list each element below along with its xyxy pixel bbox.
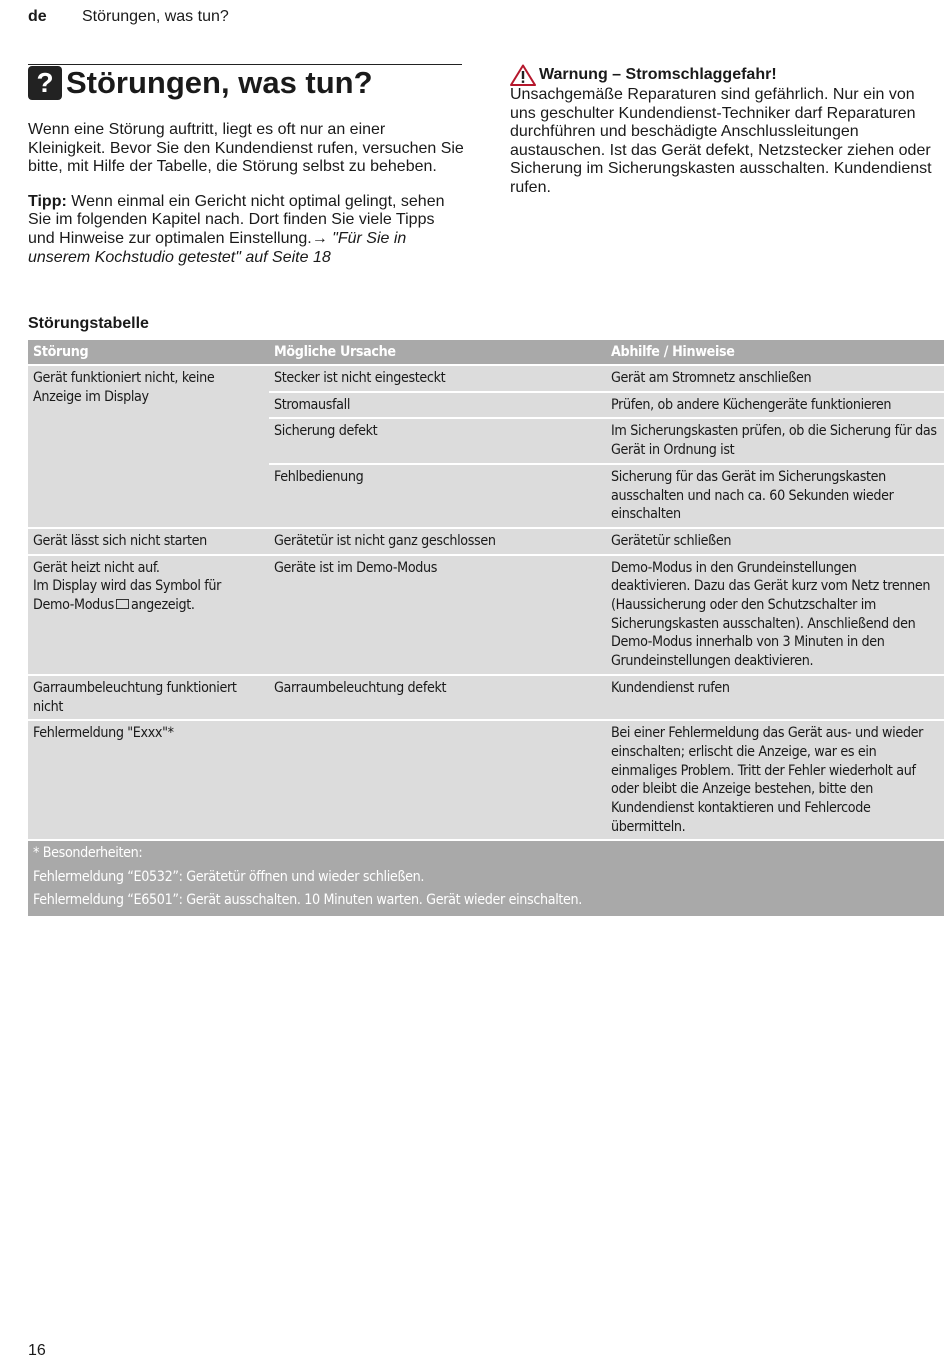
cause-cell: Gerätetür ist nicht ganz geschlossen (269, 527, 606, 554)
problem-cell: Gerät funktioniert nicht, keine Anzeige im Display (28, 364, 269, 527)
intro-paragraph: Wenn eine Störung auftritt, liegt es oft nur an einer Kleinigkeit. Bevor Sie den Kundendienst rufen, versuchen Sie bitte, mit Hilfe der Tabelle, die Störung selbst zu beheben. (28, 121, 464, 176)
footnote-cell (28, 839, 944, 916)
table-row (28, 364, 944, 391)
arrow-right-icon: → (311, 229, 328, 247)
warning-title: Warnung – Stromschlaggefahr! (539, 66, 777, 83)
tip-cross-reference[interactable]: "Für Sie in unserem Kochstudio getestet" auf Seite 18 (28, 229, 407, 266)
remedy-cell: Im Sicherungskasten prüfen, ob die Sicherung für das Gerät in Ordnung ist (606, 417, 944, 462)
cause-cell: Sicherung defekt (269, 417, 606, 462)
table-header-row (28, 340, 944, 364)
left-column (28, 64, 464, 267)
tip-text: Wenn einmal ein Gericht nicht optimal gelingt, sehen Sie im folgenden Kapitel nach. Dort finden Sie viele Tipps und Hinweise zur optimalen Einstellung. (28, 192, 445, 247)
troubleshooting-table (28, 340, 944, 916)
table-row (28, 719, 944, 839)
demo-mode-symbol-icon (116, 599, 129, 609)
tip-paragraph (28, 193, 464, 267)
cause-cell: Geräte ist im Demo-Modus (269, 554, 606, 674)
footnote-line: Fehlermeldung “E6501”: Gerät ausschalten. 10 Minuten warten. Gerät wieder einschalten. (33, 892, 583, 909)
column-header-problem: Störung (28, 340, 269, 364)
table-row (28, 674, 944, 719)
page-title: Störungen, was tun? (66, 65, 373, 100)
title-row (28, 65, 464, 101)
remedy-cell: Demo-Modus in den Grundeinstellungen deaktivieren. Dazu das Gerät kurz vom Netz trennen (Haussicherung oder den Schutzschalter im Sicherungskasten ausschalten). Anschließend den Demo-Modus innerhalb von 3 Minuten in den Grundeinstellungen deaktivieren. (606, 554, 944, 674)
problem-line: Gerät heizt nicht auf. (33, 559, 160, 576)
problem-cell (28, 554, 269, 674)
language-code: de (28, 8, 47, 25)
problem-cell: Gerät lässt sich nicht starten (28, 527, 269, 554)
problem-cell: Garraumbeleuchtung funktioniert nicht (28, 674, 269, 719)
table-row (28, 527, 944, 554)
remedy-cell: Prüfen, ob andere Küchengeräte funktionieren (606, 391, 944, 418)
table-section-title: Störungstabelle (28, 315, 149, 332)
column-header-cause: Mögliche Ursache (269, 340, 606, 364)
warning-block (510, 64, 940, 198)
cause-cell: Fehlbedienung (269, 463, 606, 527)
warning-text: Unsachgemäße Reparaturen sind gefährlich. Nur ein von uns geschulter Kundendienst-Techniker darf Reparaturen durchführen und beschädigte Anschlussleitungen austauschen. Ist das Gerät defekt, Netzstecker ziehen oder Sicherung im Sicherungskasten ausschalten. Kundendienst rufen. (510, 86, 932, 196)
footnote-line: Fehlermeldung “E0532”: Gerätetür öffnen und wieder schließen. (33, 868, 425, 885)
warning-triangle-icon (510, 64, 536, 86)
remedy-cell: Sicherung für das Gerät im Sicherungskasten ausschalten und nach ca. 60 Sekunden wieder einschalten (606, 463, 944, 527)
warning-title-row (510, 64, 940, 86)
problem-line: Im Display wird das Symbol für Demo-Modus (33, 578, 222, 614)
header-title: Störungen, was tun? (82, 8, 229, 25)
tip-label: Tipp: (28, 192, 67, 210)
remedy-cell: Kundendienst rufen (606, 674, 944, 719)
problem-line: angezeigt. (130, 597, 195, 614)
question-mark-icon: ? (28, 66, 62, 100)
problem-cell: Fehlermeldung "Exxx"* (28, 719, 269, 839)
page-header (28, 8, 229, 26)
table-row (28, 554, 944, 674)
remedy-cell: Bei einer Fehlermeldung das Gerät aus- und wieder einschalten; erlischt die Anzeige, war es ein einmaliges Problem. Tritt der Fehler wiederholt auf oder bleibt die Anzeige bestehen, bitte den Kundendienst kontaktieren und Fehlercode übermitteln. (606, 719, 944, 839)
column-header-remedy: Abhilfe / Hinweise (606, 340, 944, 364)
cause-cell: Stromausfall (269, 391, 606, 418)
table-footnote-row (28, 839, 944, 916)
cause-cell (269, 719, 606, 839)
remedy-cell: Gerät am Stromnetz anschließen (606, 364, 944, 391)
remedy-cell: Gerätetür schließen (606, 527, 944, 554)
footnote-line: * Besonderheiten: (33, 845, 143, 862)
cause-cell: Stecker ist nicht eingesteckt (269, 364, 606, 391)
page-number: 16 (28, 1342, 46, 1359)
cause-cell: Garraumbeleuchtung defekt (269, 674, 606, 719)
